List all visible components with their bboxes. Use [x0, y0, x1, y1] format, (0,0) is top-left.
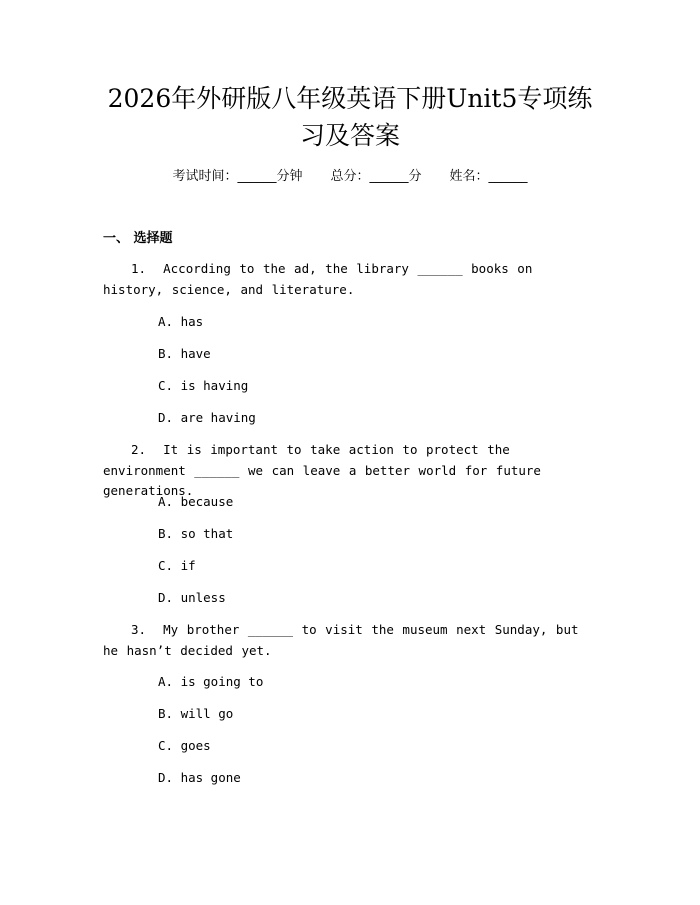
- option-1d: D. are having: [158, 410, 256, 425]
- question-number: 1.: [131, 261, 147, 276]
- question-3: [103, 620, 600, 661]
- option-2c: C. if: [158, 558, 196, 573]
- question-1: [103, 259, 600, 300]
- score-field: 总分：______分: [330, 169, 422, 184]
- option-3c: C. goes: [158, 738, 211, 753]
- title-line-1: 2026年外研版八年级英语下册Unit5专项练: [107, 84, 593, 113]
- option-2d: D. unless: [158, 590, 226, 605]
- exam-meta: [0, 168, 700, 186]
- document-title: [80, 80, 620, 154]
- time-field: 考试时间：______分钟: [172, 169, 303, 184]
- section-heading: 一、 选择题: [103, 231, 173, 246]
- option-3b: B. will go: [158, 706, 234, 721]
- name-field: 姓名：______: [449, 169, 528, 184]
- option-2b: B. so that: [158, 526, 234, 541]
- question-text: It is important to take action to protect the environment ______ we can leave a better world for future generations.: [103, 442, 541, 498]
- option-1a: A. has: [158, 314, 204, 329]
- question-text: My brother ______ to visit the museum next Sunday, but he hasn’t decided yet.: [103, 622, 579, 658]
- option-3a: A. is going to: [158, 674, 264, 689]
- title-line-2: 习及答案: [299, 121, 400, 150]
- option-1b: B. have: [158, 346, 211, 361]
- option-2a: A. because: [158, 494, 234, 509]
- option-1c: C. is having: [158, 378, 249, 393]
- question-text: According to the ad, the library ______ books on history, science, and literature.: [103, 261, 533, 297]
- option-3d: D. has gone: [158, 770, 241, 785]
- question-number: 2.: [131, 442, 147, 457]
- question-number: 3.: [131, 622, 147, 637]
